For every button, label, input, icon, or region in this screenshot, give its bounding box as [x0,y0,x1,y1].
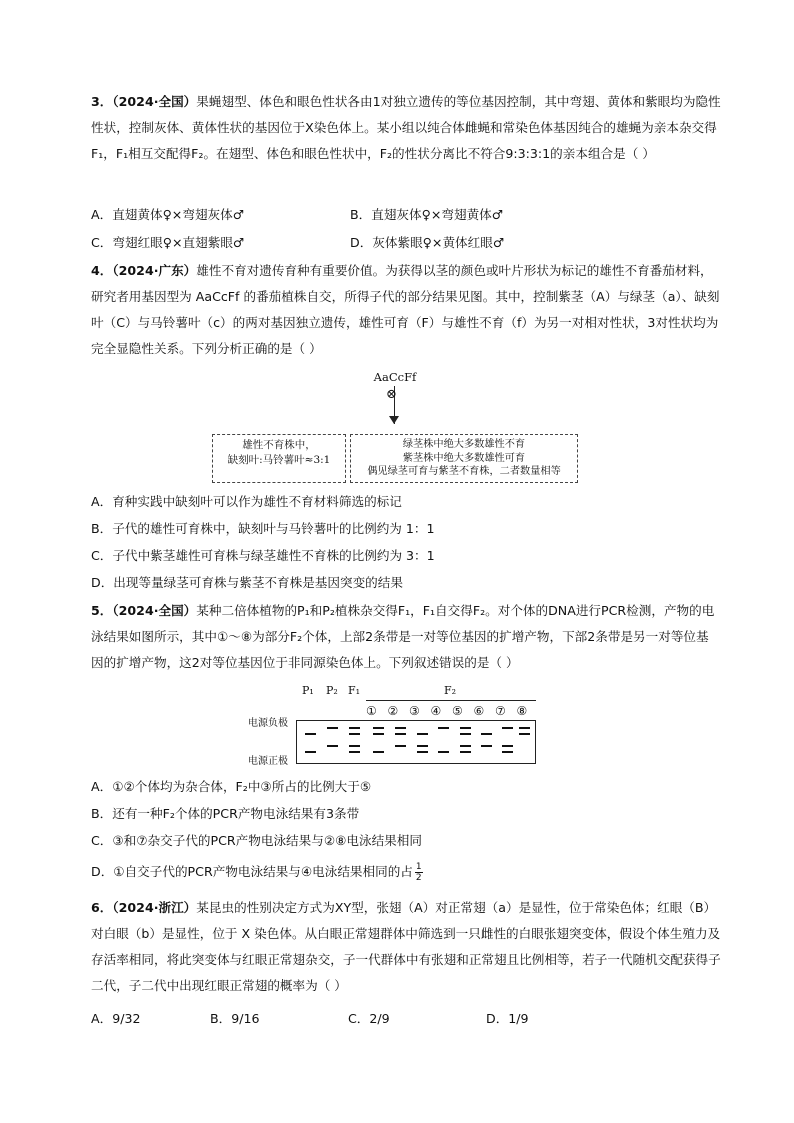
q5-option-c[interactable]: C．③和⑦杂交子代的PCR产物电泳结果与②⑧电泳结果相同 [91,833,422,848]
f2-lane-number: ⑤ [452,704,463,718]
gel-band [395,733,406,735]
gel-band [502,745,513,747]
negative-electrode-label: 电源负极 [248,718,288,729]
q5-electrophoresis-figure [248,682,548,768]
q4-right-line-1: 绿茎株中绝大多数雄性不育 [402,439,526,450]
gel-box [296,720,536,764]
lane-label-p1: P₁ [302,684,314,697]
q5-option-a[interactable]: A．①②个体均为杂合体，F₂中③所占的比例大于⑤ [91,779,372,794]
question-text: 某昆虫的性别决定方式为XY型，张翅（A）对正常翅（a）是显性，位于常染色体；红眼（B）对白眼（b）是显性，位于 X 染色体。从白眼正常翅群体中筛选到一只雌性的白眼张翅突变体，假设个体生殖力及存活率相同，将此突变体与红眼正常翅杂交，子一代群体中有张翅和正常翅且比例相等，若子一代随机交配获得子二代，子二代中出现红眼正常翅的概率为（ ） [91,900,721,993]
question-4 [91,258,721,362]
q4-option-a[interactable]: A．育种实践中缺刻叶可以作为雄性不育材料筛选的标记 [91,494,402,509]
q4-left-line-2: 缺刻叶:马铃薯叶≈3:1 [227,454,331,466]
gel-band [502,727,513,729]
gel-band [395,745,406,747]
gel-band [373,727,384,729]
gel-band [460,745,471,747]
gel-band [438,751,449,753]
q3-option-c[interactable]: C．弯翅红眼♀×直翅紫眼♂ [91,235,245,250]
question-source: （2024·全国） [112,94,197,109]
gel-band [481,733,492,735]
question-source: （2024·全国） [112,603,197,618]
question-5 [91,598,721,676]
lane-label-f2: F₂ [444,684,457,697]
gel-band [417,733,428,735]
question-text: 果蝇翅型、体色和眼色性状各由1对独立遗传的等位基因控制，其中弯翅、黄体和紫眼均为隐性性状，控制灰体、黄体性状的基因位于X染色体上。某小组以纯合体雌蝇和常染色体基因纯合的雄蝇为亲本杂交得F₁，F₁相互交配得F₂。在翅型、体色和眼色性状中，F₂的性状分离比不符合9:3:3:1的亲本组合是（ ） [91,94,721,161]
question-4-stem [91,258,721,362]
q4-left-line-1: 雄性不育株中， [242,439,316,451]
f2-lane-number: ② [387,704,399,718]
question-source: （2024·浙江） [112,900,197,915]
q5-option-d-text: D．①自交子代的PCR产物电泳结果与④电泳结果相同的占 [91,864,413,879]
gel-band [305,733,316,735]
gel-band [519,727,530,729]
lane-label-f1: F₁ [348,684,361,697]
fraction-denominator: 2 [415,873,422,883]
gel-band [349,751,360,753]
gel-band [373,733,384,735]
question-text: 某种二倍体植物的P₁和P₂植株杂交得F₁，F₁自交得F₂。对个体的DNA进行PCR检测，产物的电泳结果如图所示，其中①～⑧为部分F₂个体，上部2条带是一对等位基因的扩增产物，下部2条带是另一对等位基因的扩增产物，这2对等位基因位于非同源染色体上。下列叙述错误的是（ ） [91,603,715,670]
positive-electrode-label: 电源正极 [248,756,288,767]
f2-lane-number: ⑦ [495,704,506,718]
question-number: 3． [91,94,113,109]
question-source: （2024·广东） [112,263,197,278]
gel-band [327,745,338,747]
gel-band [349,745,360,747]
q6-option-a[interactable]: A．9/32 [91,1011,141,1026]
q6-option-d[interactable]: D．1/9 [486,1011,529,1026]
gel-band [502,751,513,753]
q3-option-a[interactable]: A．直翅黄体♀×弯翅灰体♂ [91,207,245,222]
f2-lane-number: ⑧ [516,704,528,718]
q4-right-box [350,434,578,483]
gel-band [417,745,428,747]
gel-band [327,727,338,729]
question-6-stem [91,895,721,999]
q4-left-box [212,434,346,483]
gel-band [395,727,406,729]
question-number: 5． [91,603,113,618]
question-6 [91,895,721,999]
question-3 [91,89,721,167]
f2-lane-numbers [366,704,538,720]
q4-option-b[interactable]: B．子代的雄性可育株中，缺刻叶与马铃薯叶的比例约为 1：1 [91,521,435,536]
gel-band [460,733,471,735]
selfing-symbol: ⊗ [386,387,397,402]
question-5-stem [91,598,721,676]
f2-bracket-line [366,700,536,701]
f2-lane-number: ⑥ [473,704,485,718]
gel-band [305,751,316,753]
gel-band [417,751,428,753]
question-3-stem [91,89,721,167]
fraction [415,862,423,883]
q4-arrow-head [389,416,399,424]
gel-band [349,733,360,735]
q3-option-d[interactable]: D．灰体紫眼♀×黄体红眼♂ [350,235,505,250]
q4-figure [210,370,580,485]
f2-lane-number: ① [366,704,377,718]
q6-option-c[interactable]: C．2/9 [348,1011,390,1026]
question-text: 雄性不育对遗传育种有重要价值。为获得以茎的颜色或叶片形状为标记的雄性不育番茄材料，研究者用基因型为 AaCcFf 的番茄植株自交，所得子代的部分结果见图。其中，控制紫茎（A）与绿茎（a）、缺刻叶（C）与马铃薯叶（c）的两对基因独立遗传，雄性可育（F）与雄性不育（f）为另一对相对性状，3对性状均为完全显隐性关系。下列分析正确的是（ ） [91,263,720,356]
gel-band [373,751,384,753]
gel-band [519,733,530,735]
gel-band [481,745,492,747]
f2-lane-number: ④ [430,704,442,718]
gel-band [349,727,360,729]
f2-lane-number: ③ [409,704,420,718]
q3-option-b[interactable]: B．直翅灰体♀×弯翅黄体♂ [350,207,504,222]
q4-right-line-3: 偶见绿茎可育与紫茎不育株，二者数量相等 [367,466,561,477]
q5-option-d[interactable] [91,862,423,883]
q5-option-b[interactable]: B．还有一种F₂个体的PCR产物电泳结果有3条带 [91,806,360,821]
gel-band [460,751,471,753]
q4-parent-genotype: AaCcFf [373,370,417,384]
question-number: 6． [91,900,113,915]
fraction-numerator: 1 [415,862,422,872]
lane-label-p2: P₂ [326,684,338,697]
q4-option-d[interactable]: D．出现等量绿茎可育株与紫茎不育株是基因突变的结果 [91,575,403,590]
q4-right-line-2: 紫茎株中绝大多数雄性可育 [402,452,526,464]
q6-option-b[interactable]: B．9/16 [210,1011,260,1026]
q4-option-c[interactable]: C．子代中紫茎雄性可育株与绿茎雄性不育株的比例约为 3：1 [91,548,435,563]
gel-band [460,727,471,729]
gel-band [438,727,449,729]
question-number: 4． [91,263,113,278]
